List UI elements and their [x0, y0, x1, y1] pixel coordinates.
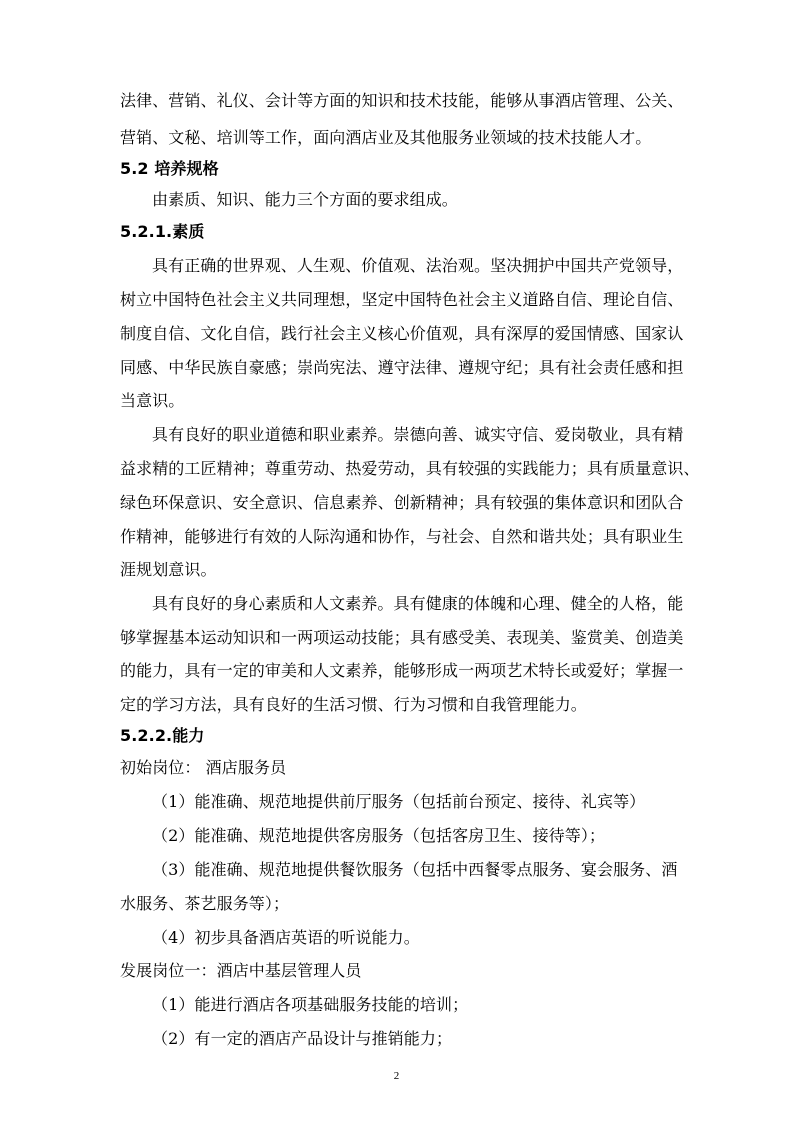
list-item: （1）能进行酒店各项基础服务技能的培训； — [152, 995, 469, 1014]
text-line: 具有正确的世界观、人生观、价值观、法治观。坚决拥护中国共产党领导， — [152, 256, 684, 275]
text-line: 绿色环保意识、安全意识、信息素养、创新精神；具有较强的集体意识和团队合 — [120, 493, 684, 512]
list-item: （2）有一定的酒店产品设计与推销能力； — [152, 1029, 453, 1048]
list-item: （1）能准确、规范地提供前厅服务（包括前台预定、接待、礼宾等） — [152, 792, 646, 811]
text-line: 作精神，能够进行有效的人际沟通和协作，与社会、自然和谐共处；具有职业生 — [120, 527, 684, 546]
list-item: （2）能准确、规范地提供客房服务（包括客房卫生、接待等）； — [152, 826, 606, 845]
text-line: 制度自信、文化自信，践行社会主义核心价值观，具有深厚的爱国情感、国家认 — [120, 324, 684, 343]
text-line: 涯规划意识。 — [120, 560, 217, 579]
list-item-continuation: 水服务、茶艺服务等）； — [120, 894, 290, 913]
text-line: 由素质、知识、能力三个方面的要求组成。 — [152, 190, 458, 209]
text-line: 具有良好的身心素质和人文素养。具有健康的体魄和心理、健全的人格，能 — [152, 594, 684, 613]
list-item: （4）初步具备酒店英语的听说能力。 — [152, 928, 420, 947]
text-line: 树立中国特色社会主义共同理想，坚定中国特色社会主义道路自信、理论自信、 — [120, 290, 684, 309]
page-number: 2 — [393, 1070, 400, 1082]
text-line: 法律、营销、礼仪、会计等方面的知识和技术技能，能够从事酒店管理、公关、 — [120, 91, 684, 110]
text-line: 具有良好的职业道德和职业素养。崇德向善、诚实守信、爱岗敬业，具有精 — [152, 425, 684, 444]
text-line: 定的学习方法，具有良好的生活习惯、行为习惯和自我管理能力。 — [120, 695, 587, 714]
text-line: 当意识。 — [120, 391, 185, 410]
dev-post-title: 发展岗位一：酒店中基层管理人员 — [120, 961, 362, 980]
text-line: 够掌握基本运动知识和一两项运动技能；具有感受美、表现美、鉴赏美、创造美 — [120, 628, 684, 647]
text-line: 营销、文秘、培训等工作，面向酒店业及其他服务业领域的技术技能人才。 — [120, 128, 652, 147]
section-heading-5-2-2: 5.2.2.能力 — [120, 726, 205, 745]
section-heading-5-2: 5.2 培养规格 — [120, 159, 219, 178]
text-line: 同感、中华民族自豪感；崇尚宪法、遵守法律、遵规守纪；具有社会责任感和担 — [120, 358, 684, 377]
text-line: 益求精的工匠精神；尊重劳动、热爱劳动，具有较强的实践能力；具有质量意识、 — [120, 459, 700, 478]
list-item: （3）能准确、规范地提供餐饮服务（包括中西餐零点服务、宴会服务、酒 — [152, 860, 678, 879]
section-heading-5-2-1: 5.2.1.素质 — [120, 222, 205, 241]
initial-post-title: 初始岗位： 酒店服务员 — [120, 758, 287, 777]
text-line: 的能力，具有一定的审美和人文素养，能够形成一两项艺术特长或爱好；掌握一 — [120, 661, 684, 680]
